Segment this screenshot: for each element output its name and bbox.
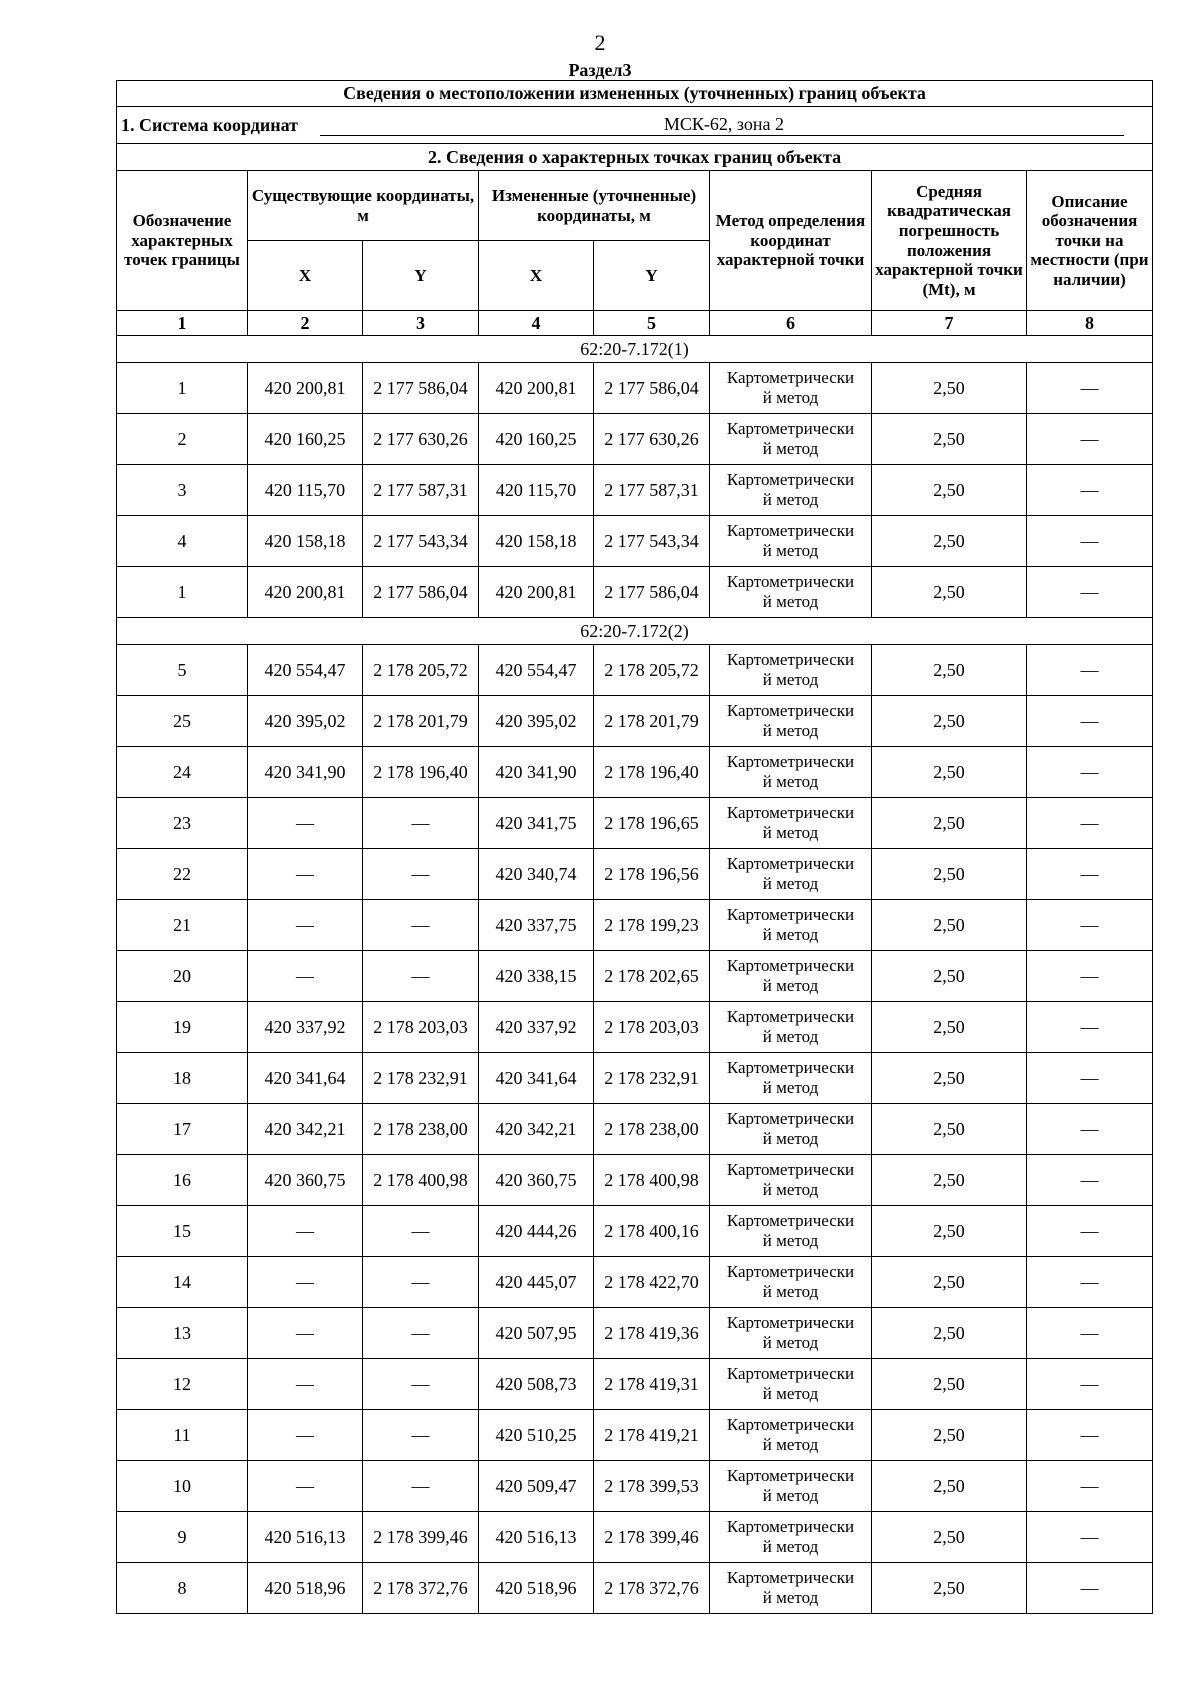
table-row [117, 849, 1153, 900]
changed-x: 420 338,15 [479, 951, 594, 1002]
point-description: — [1027, 747, 1153, 798]
existing-y: — [363, 1461, 479, 1512]
method: Картометрически й метод [710, 1410, 872, 1461]
point-number: 19 [117, 1002, 248, 1053]
existing-y: 2 177 587,31 [363, 465, 479, 516]
existing-y: 2 178 238,00 [363, 1104, 479, 1155]
method: Картометрически й метод [710, 1308, 872, 1359]
header-existing-coords: Существующие координаты, м [248, 171, 479, 241]
mean-square-error: 2,50 [872, 951, 1027, 1002]
column-number: 3 [363, 311, 479, 336]
point-number: 24 [117, 747, 248, 798]
point-number: 18 [117, 1053, 248, 1104]
existing-x: — [248, 1410, 363, 1461]
existing-x: — [248, 798, 363, 849]
parcel-group-row [117, 336, 1153, 363]
existing-y: — [363, 1359, 479, 1410]
mean-square-error: 2,50 [872, 1155, 1027, 1206]
changed-x: 420 342,21 [479, 1104, 594, 1155]
point-number: 3 [117, 465, 248, 516]
table-row [117, 1104, 1153, 1155]
point-number: 15 [117, 1206, 248, 1257]
changed-y: 2 178 199,23 [594, 900, 710, 951]
mean-square-error: 2,50 [872, 567, 1027, 618]
point-number: 20 [117, 951, 248, 1002]
changed-x: 420 341,90 [479, 747, 594, 798]
existing-y: 2 178 201,79 [363, 696, 479, 747]
table-row [117, 1359, 1153, 1410]
point-number: 10 [117, 1461, 248, 1512]
mean-square-error: 2,50 [872, 1104, 1027, 1155]
point-number: 14 [117, 1257, 248, 1308]
point-description: — [1027, 1512, 1153, 1563]
mean-square-error: 2,50 [872, 1359, 1027, 1410]
changed-y: 2 178 399,46 [594, 1512, 710, 1563]
point-description: — [1027, 1308, 1153, 1359]
table-row [117, 1563, 1153, 1614]
method: Картометрически й метод [710, 900, 872, 951]
existing-y: 2 177 586,04 [363, 363, 479, 414]
mean-square-error: 2,50 [872, 1512, 1027, 1563]
existing-y: — [363, 1257, 479, 1308]
changed-x: 420 516,13 [479, 1512, 594, 1563]
table-row [117, 951, 1153, 1002]
existing-x: — [248, 951, 363, 1002]
point-number: 5 [117, 645, 248, 696]
changed-y: 2 177 586,04 [594, 567, 710, 618]
changed-y: 2 178 202,65 [594, 951, 710, 1002]
existing-x: — [248, 849, 363, 900]
existing-x: — [248, 1461, 363, 1512]
changed-x: 420 340,74 [479, 849, 594, 900]
table-row [117, 645, 1153, 696]
existing-x: 420 342,21 [248, 1104, 363, 1155]
mean-square-error: 2,50 [872, 1308, 1027, 1359]
point-description: — [1027, 1002, 1153, 1053]
point-description: — [1027, 1155, 1153, 1206]
changed-x: 420 445,07 [479, 1257, 594, 1308]
mean-square-error: 2,50 [872, 1461, 1027, 1512]
table-row [117, 1410, 1153, 1461]
existing-x: 420 200,81 [248, 363, 363, 414]
existing-y: — [363, 1206, 479, 1257]
boundary-points-table [116, 80, 1153, 1614]
existing-y: 2 177 543,34 [363, 516, 479, 567]
column-number: 1 [117, 311, 248, 336]
points-section-title: 2. Сведения о характерных точках границ объекта [117, 144, 1153, 171]
point-description: — [1027, 1563, 1153, 1614]
table-row [117, 798, 1153, 849]
column-number: 7 [872, 311, 1027, 336]
changed-y: 2 177 586,04 [594, 363, 710, 414]
point-description: — [1027, 696, 1153, 747]
point-number: 1 [117, 567, 248, 618]
method: Картометрически й метод [710, 1257, 872, 1308]
method: Картометрически й метод [710, 516, 872, 567]
existing-x: 420 158,18 [248, 516, 363, 567]
existing-y: 2 178 232,91 [363, 1053, 479, 1104]
point-description: — [1027, 645, 1153, 696]
existing-x: 420 516,13 [248, 1512, 363, 1563]
column-number: 4 [479, 311, 594, 336]
method: Картометрически й метод [710, 951, 872, 1002]
changed-x: 420 510,25 [479, 1410, 594, 1461]
changed-y: 2 178 400,16 [594, 1206, 710, 1257]
table-row [117, 1155, 1153, 1206]
table-row [117, 1257, 1153, 1308]
point-description: — [1027, 1461, 1153, 1512]
mean-square-error: 2,50 [872, 849, 1027, 900]
method: Картометрически й метод [710, 1359, 872, 1410]
existing-x: 420 200,81 [248, 567, 363, 618]
point-number: 4 [117, 516, 248, 567]
changed-x: 420 509,47 [479, 1461, 594, 1512]
existing-y: 2 178 399,46 [363, 1512, 479, 1563]
header-error: Средняя квадратическая погрешность положения характерной точки (Mt), м [872, 171, 1027, 311]
existing-y: — [363, 849, 479, 900]
mean-square-error: 2,50 [872, 747, 1027, 798]
table-row [117, 1512, 1153, 1563]
changed-x: 420 158,18 [479, 516, 594, 567]
changed-y: 2 178 419,31 [594, 1359, 710, 1410]
method: Картометрически й метод [710, 414, 872, 465]
changed-y: 2 178 196,65 [594, 798, 710, 849]
method: Картометрически й метод [710, 645, 872, 696]
table-row [117, 900, 1153, 951]
table-row [117, 1461, 1153, 1512]
header-changed-y: Y [594, 241, 710, 311]
changed-x: 420 200,81 [479, 567, 594, 618]
changed-y: 2 178 422,70 [594, 1257, 710, 1308]
column-number: 5 [594, 311, 710, 336]
point-number: 13 [117, 1308, 248, 1359]
existing-x: 420 341,64 [248, 1053, 363, 1104]
parcel-id: 62:20-7.172(1) [117, 336, 1153, 363]
point-number: 8 [117, 1563, 248, 1614]
changed-y: 2 177 543,34 [594, 516, 710, 567]
existing-y: 2 178 196,40 [363, 747, 479, 798]
method: Картометрически й метод [710, 1155, 872, 1206]
changed-y: 2 178 238,00 [594, 1104, 710, 1155]
method: Картометрически й метод [710, 747, 872, 798]
point-number: 22 [117, 849, 248, 900]
point-description: — [1027, 1257, 1153, 1308]
table-row [117, 363, 1153, 414]
header-changed-coords: Измененные (уточненные) координаты, м [479, 171, 710, 241]
changed-y: 2 178 419,21 [594, 1410, 710, 1461]
mean-square-error: 2,50 [872, 1206, 1027, 1257]
changed-x: 420 115,70 [479, 465, 594, 516]
table-row [117, 465, 1153, 516]
existing-y: 2 178 372,76 [363, 1563, 479, 1614]
mean-square-error: 2,50 [872, 1053, 1027, 1104]
table-row [117, 1206, 1153, 1257]
header-changed-x: X [479, 241, 594, 311]
method: Картометрически й метод [710, 849, 872, 900]
existing-y: — [363, 951, 479, 1002]
existing-x: — [248, 1206, 363, 1257]
header-designation: Обозначение характерных точек границы [117, 171, 248, 311]
method: Картометрически й метод [710, 1104, 872, 1155]
table-row [117, 567, 1153, 618]
header-existing-y: Y [363, 241, 479, 311]
point-number: 11 [117, 1410, 248, 1461]
table-row [117, 516, 1153, 567]
existing-x: — [248, 1257, 363, 1308]
table-row [117, 1308, 1153, 1359]
method: Картометрически й метод [710, 1461, 872, 1512]
changed-y: 2 178 203,03 [594, 1002, 710, 1053]
changed-y: 2 178 399,53 [594, 1461, 710, 1512]
existing-x: 420 341,90 [248, 747, 363, 798]
changed-x: 420 395,02 [479, 696, 594, 747]
changed-x: 420 160,25 [479, 414, 594, 465]
point-description: — [1027, 465, 1153, 516]
mean-square-error: 2,50 [872, 363, 1027, 414]
header-method: Метод определения координат характерной точки [710, 171, 872, 311]
changed-x: 420 508,73 [479, 1359, 594, 1410]
changed-x: 420 444,26 [479, 1206, 594, 1257]
point-description: — [1027, 567, 1153, 618]
changed-y: 2 178 196,56 [594, 849, 710, 900]
table-row [117, 747, 1153, 798]
table-row [117, 1053, 1153, 1104]
table-row [117, 414, 1153, 465]
existing-x: — [248, 1308, 363, 1359]
point-number: 12 [117, 1359, 248, 1410]
mean-square-error: 2,50 [872, 1002, 1027, 1053]
method: Картометрически й метод [710, 1002, 872, 1053]
coordinate-system-row [117, 107, 1153, 144]
column-number: 6 [710, 311, 872, 336]
existing-y: — [363, 900, 479, 951]
method: Картометрически й метод [710, 798, 872, 849]
page-number: 2 [594, 30, 606, 55]
point-description: — [1027, 849, 1153, 900]
point-number: 16 [117, 1155, 248, 1206]
mean-square-error: 2,50 [872, 798, 1027, 849]
existing-y: 2 177 586,04 [363, 567, 479, 618]
changed-y: 2 177 587,31 [594, 465, 710, 516]
header-description: Описание обозначения точки на местности (при наличии) [1027, 171, 1153, 311]
existing-x: 420 160,25 [248, 414, 363, 465]
existing-x: — [248, 1359, 363, 1410]
existing-y: — [363, 1308, 479, 1359]
method: Картометрически й метод [710, 363, 872, 414]
parcel-id: 62:20-7.172(2) [117, 618, 1153, 645]
point-description: — [1027, 900, 1153, 951]
point-number: 17 [117, 1104, 248, 1155]
mean-square-error: 2,50 [872, 645, 1027, 696]
changed-x: 420 341,75 [479, 798, 594, 849]
existing-y: — [363, 1410, 479, 1461]
mean-square-error: 2,50 [872, 465, 1027, 516]
existing-x: 420 360,75 [248, 1155, 363, 1206]
mean-square-error: 2,50 [872, 696, 1027, 747]
changed-x: 420 341,64 [479, 1053, 594, 1104]
point-number: 9 [117, 1512, 248, 1563]
method: Картометрически й метод [710, 1206, 872, 1257]
coordinate-system-label: 1. Система координат [121, 114, 298, 135]
point-description: — [1027, 1053, 1153, 1104]
point-description: — [1027, 516, 1153, 567]
point-description: — [1027, 414, 1153, 465]
existing-y: 2 178 203,03 [363, 1002, 479, 1053]
parcel-group-row [117, 618, 1153, 645]
existing-x: 420 395,02 [248, 696, 363, 747]
existing-y: 2 178 400,98 [363, 1155, 479, 1206]
method: Картометрически й метод [710, 696, 872, 747]
changed-y: 2 178 372,76 [594, 1563, 710, 1614]
method: Картометрически й метод [710, 1512, 872, 1563]
changed-x: 420 337,75 [479, 900, 594, 951]
existing-x: 420 554,47 [248, 645, 363, 696]
changed-y: 2 178 205,72 [594, 645, 710, 696]
point-description: — [1027, 951, 1153, 1002]
header-existing-x: X [248, 241, 363, 311]
existing-y: 2 177 630,26 [363, 414, 479, 465]
table-title: Сведения о местоположении измененных (уточненных) границ объекта [117, 81, 1153, 107]
column-number: 2 [248, 311, 363, 336]
existing-x: — [248, 900, 363, 951]
mean-square-error: 2,50 [872, 1563, 1027, 1614]
mean-square-error: 2,50 [872, 516, 1027, 567]
changed-x: 420 360,75 [479, 1155, 594, 1206]
column-number: 8 [1027, 311, 1153, 336]
point-number: 21 [117, 900, 248, 951]
changed-y: 2 178 232,91 [594, 1053, 710, 1104]
changed-y: 2 178 400,98 [594, 1155, 710, 1206]
coordinate-system-value: МСК-62, зона 2 [320, 114, 1124, 136]
existing-x: 420 337,92 [248, 1002, 363, 1053]
changed-y: 2 178 419,36 [594, 1308, 710, 1359]
table-row [117, 696, 1153, 747]
method: Картометрически й метод [710, 465, 872, 516]
mean-square-error: 2,50 [872, 1410, 1027, 1461]
method: Картометрически й метод [710, 1563, 872, 1614]
changed-x: 420 200,81 [479, 363, 594, 414]
point-number: 25 [117, 696, 248, 747]
method: Картометрически й метод [710, 567, 872, 618]
mean-square-error: 2,50 [872, 900, 1027, 951]
changed-y: 2 177 630,26 [594, 414, 710, 465]
table-row [117, 1002, 1153, 1053]
section-title: Раздел3 [568, 60, 632, 80]
existing-x: 420 115,70 [248, 465, 363, 516]
existing-x: 420 518,96 [248, 1563, 363, 1614]
changed-x: 420 554,47 [479, 645, 594, 696]
point-number: 23 [117, 798, 248, 849]
point-description: — [1027, 1410, 1153, 1461]
point-number: 1 [117, 363, 248, 414]
existing-y: 2 178 205,72 [363, 645, 479, 696]
point-description: — [1027, 798, 1153, 849]
changed-x: 420 337,92 [479, 1002, 594, 1053]
mean-square-error: 2,50 [872, 414, 1027, 465]
existing-y: — [363, 798, 479, 849]
point-number: 2 [117, 414, 248, 465]
point-description: — [1027, 1206, 1153, 1257]
mean-square-error: 2,50 [872, 1257, 1027, 1308]
changed-y: 2 178 196,40 [594, 747, 710, 798]
changed-x: 420 507,95 [479, 1308, 594, 1359]
method: Картометрически й метод [710, 1053, 872, 1104]
changed-y: 2 178 201,79 [594, 696, 710, 747]
point-description: — [1027, 1359, 1153, 1410]
column-number-row [117, 311, 1153, 336]
point-description: — [1027, 363, 1153, 414]
point-description: — [1027, 1104, 1153, 1155]
changed-x: 420 518,96 [479, 1563, 594, 1614]
